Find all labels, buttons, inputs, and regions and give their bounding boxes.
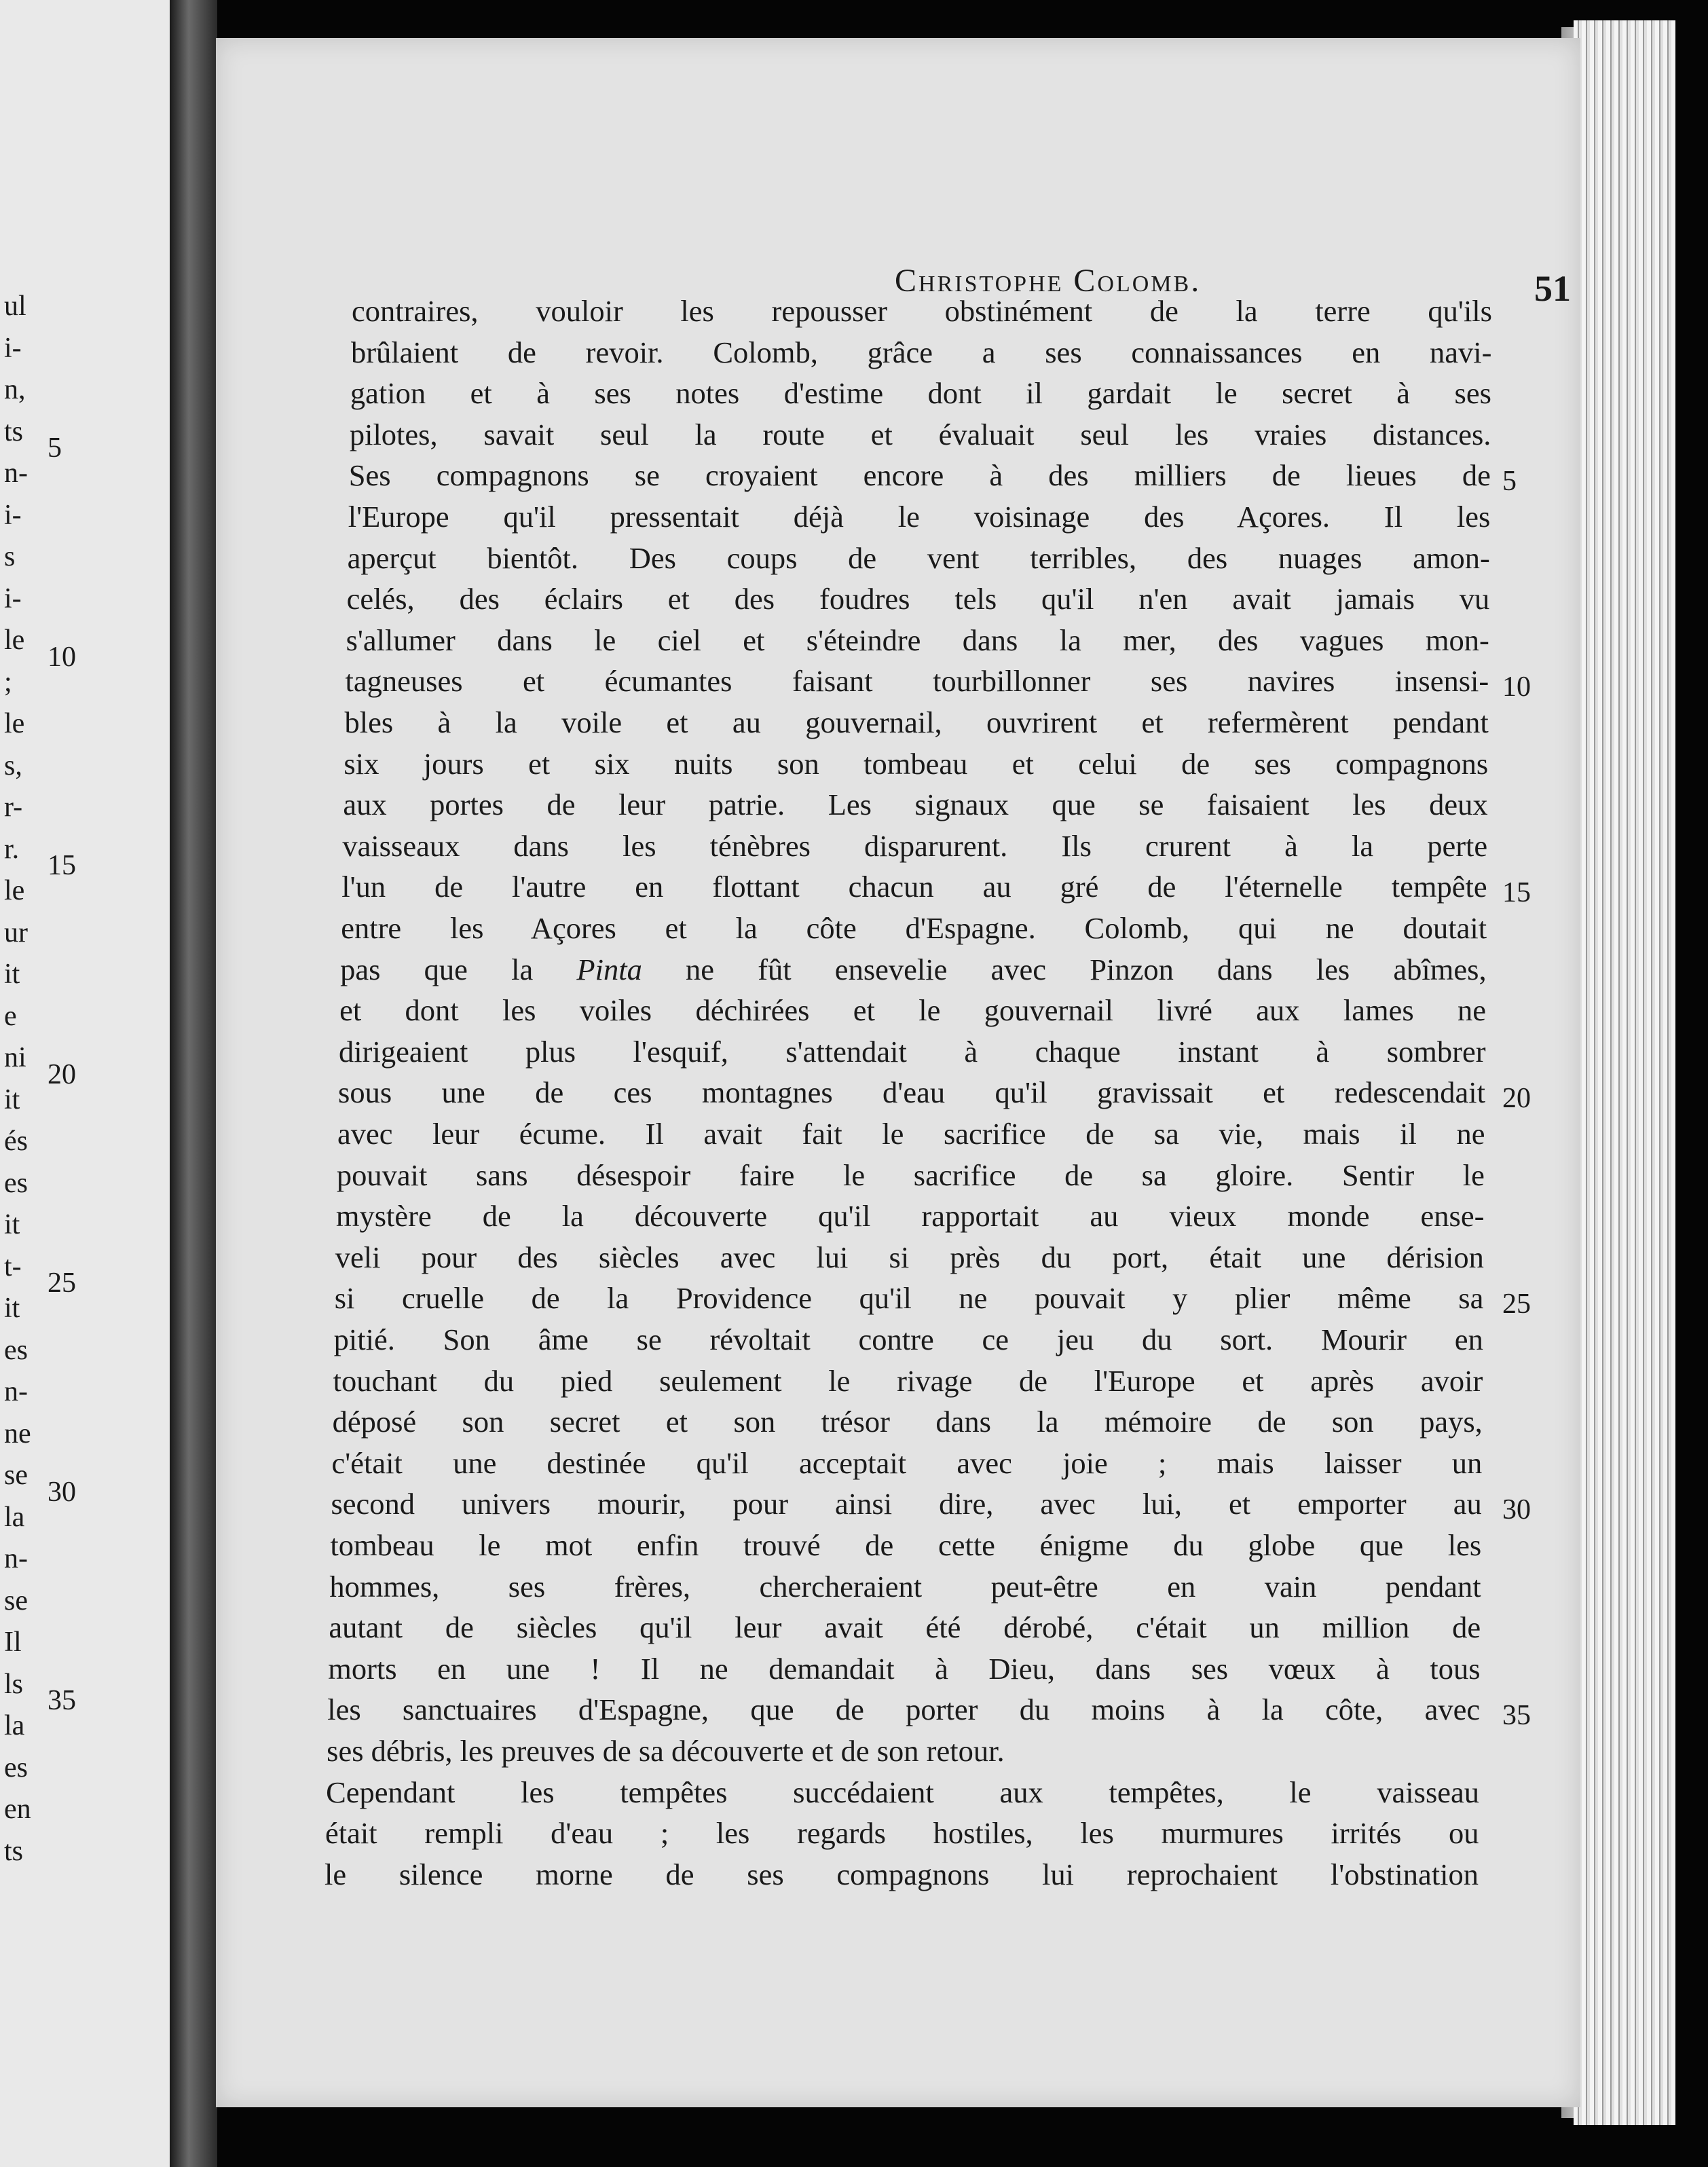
facing-page-fragment: s, xyxy=(4,749,22,781)
margin-line-number: 15 xyxy=(1502,877,1531,909)
page-stack-edges xyxy=(1574,20,1675,2125)
text-line: l'un de l'autre en flottant chacun au gré de l'éternelle tempête xyxy=(341,870,1487,904)
facing-page-fragment: i- xyxy=(4,332,22,364)
text-line: Ses compagnons se croyaient encore à des milliers de lieues de xyxy=(348,458,1491,493)
text-line: avec leur écume. Il avait fait le sacrifice de sa vie, mais il ne xyxy=(337,1117,1485,1151)
book-page xyxy=(216,38,1580,2107)
facing-page-fragment: e xyxy=(4,1000,17,1032)
text-line: tagneuses et écumantes faisant tourbillonner ses navires insensi- xyxy=(345,664,1489,699)
margin-line-number: 5 xyxy=(1502,466,1517,498)
text-line: pas que la Pinta ne fût ensevelie avec Pinzon dans les abîmes, xyxy=(340,952,1487,986)
facing-page-fragment: se xyxy=(4,1585,28,1616)
facing-page-fragment: es xyxy=(4,1752,28,1783)
text-line: morts en une ! Il ne demandait à Dieu, dans ses vœux à tous xyxy=(328,1651,1481,1686)
text-line: veli pour des siècles avec lui si près du port, était une dérision xyxy=(335,1240,1484,1274)
text-line: sous une de ces montagnes d'eau qu'il gravissait et redescendait xyxy=(338,1075,1485,1110)
text-line: ses débris, les preuves de sa découverte et de son retour. xyxy=(327,1734,1005,1768)
facing-page-fragment: la xyxy=(4,1710,25,1741)
facing-page-line-number: 15 xyxy=(48,850,76,882)
facing-page-fragment: ts xyxy=(4,415,24,447)
facing-page-fragment: it xyxy=(4,959,20,990)
facing-page-fragment: it xyxy=(4,1293,20,1324)
page-number: 51 xyxy=(1534,268,1571,309)
facing-page-line-number: 5 xyxy=(48,432,62,464)
margin-line-number: 30 xyxy=(1502,1494,1531,1526)
facing-page-line-number: 25 xyxy=(48,1267,76,1299)
facing-page-fragment: n- xyxy=(4,458,28,489)
running-head: Christophe Colomb. xyxy=(895,263,1202,299)
facing-page-fragment: se xyxy=(4,1460,28,1491)
book-gutter xyxy=(170,0,217,2167)
text-line: s'allumer dans le ciel et s'éteindre dans la mer, des vagues mon- xyxy=(346,623,1489,657)
facing-page-fragment: ; xyxy=(4,666,12,698)
facing-page-fragment: ul xyxy=(4,291,26,322)
facing-page-fragment: n, xyxy=(4,374,26,405)
text-line: aperçut bientôt. Des coups de vent terribles, des nuages amon- xyxy=(347,540,1490,575)
text-line: six jours et six nuits son tombeau et celui de ses compagnons xyxy=(344,746,1489,781)
facing-page-line-number: 35 xyxy=(48,1685,76,1717)
margin-line-number: 35 xyxy=(1502,1700,1531,1732)
facing-page-fragment: en xyxy=(4,1794,31,1825)
facing-page-line-number: 20 xyxy=(48,1058,76,1090)
facing-page-fragment: n- xyxy=(4,1376,28,1407)
text-line: gation et à ses notes d'estime dont il gardait le secret à ses xyxy=(350,376,1491,411)
text-line: touchant du pied seulement le rivage de l'Europe et après avoir xyxy=(333,1363,1483,1398)
facing-page-fragment: it xyxy=(4,1209,20,1240)
text-line: déposé son secret et son trésor dans la mémoire de son pays, xyxy=(332,1405,1483,1439)
text-line: tombeau le mot enfin trouvé de cette énigme du globe que les xyxy=(330,1528,1482,1562)
facing-page-line-number: 10 xyxy=(48,641,76,673)
facing-page-fragment: ts xyxy=(4,1835,24,1867)
facing-page-fragment: ur xyxy=(4,916,28,948)
facing-page-fragment: ne xyxy=(4,1418,31,1449)
facing-page-fragment: i- xyxy=(4,499,22,531)
facing-page-fragment: r. xyxy=(4,833,20,865)
margin-line-number: 20 xyxy=(1502,1083,1531,1115)
text-line: pouvait sans désespoir faire le sacrifice de sa gloire. Sentir le xyxy=(336,1157,1485,1192)
facing-page-fragment: n- xyxy=(4,1543,28,1574)
text-line: entre les Açores et la côte d'Espagne. Colomb, qui ne doutait xyxy=(341,911,1487,945)
facing-page-fragment: t- xyxy=(4,1251,22,1282)
text-line: si cruelle de la Providence qu'il ne pouvait y plier même sa xyxy=(334,1281,1484,1316)
facing-page-fragment: i- xyxy=(4,582,22,614)
facing-page-fragment: le xyxy=(4,708,25,739)
facing-page-fragment: it xyxy=(4,1084,20,1115)
text-line: Cependant les tempêtes succédaient aux tempêtes, le vaisseau xyxy=(326,1775,1480,1809)
facing-page-fragment: es xyxy=(4,1167,28,1199)
facing-page-fragment: ls xyxy=(4,1668,24,1700)
text-line: celés, des éclairs et des foudres tels qu'il n'en avait jamais vu xyxy=(346,582,1490,616)
facing-page-fragment: le xyxy=(4,875,25,906)
facing-page-fragment: la xyxy=(4,1501,25,1533)
facing-page-fragment: le xyxy=(4,625,25,656)
margin-line-number: 10 xyxy=(1502,671,1531,703)
facing-page-fragment: ni xyxy=(4,1042,26,1073)
text-line: le silence morne de ses compagnons lui reprochaient l'obstination xyxy=(324,1857,1479,1891)
text-line: l'Europe qu'il pressentait déjà le voisinage des Açores. Il les xyxy=(348,500,1491,534)
text-line: bles à la voile et au gouvernail, ouvrirent et refermèrent pendant xyxy=(344,705,1489,739)
text-line: dirigeaient plus l'esquif, s'attendait à chaque instant à sombrer xyxy=(339,1034,1486,1069)
text-line: les sanctuaires d'Espagne, que de porter du moins à la côte, avec xyxy=(327,1692,1481,1727)
text-line: pilotes, savait seul la route et évaluait seul les vraies distances. xyxy=(349,417,1491,451)
text-line: hommes, ses frères, chercheraient peut-être en vain pendant xyxy=(329,1569,1481,1604)
text-line: était rempli d'eau ; les regards hostiles, les murmures irrités ou xyxy=(325,1816,1479,1851)
text-line: vaisseaux dans les ténèbres disparurent. Ils crurent à la perte xyxy=(342,828,1488,863)
text-line: aux portes de leur patrie. Les signaux que se faisaient les deux xyxy=(343,788,1488,822)
margin-line-number: 25 xyxy=(1502,1289,1531,1320)
facing-page-line-number: 30 xyxy=(48,1476,76,1508)
facing-page-fragment: és xyxy=(4,1126,28,1157)
text-line: pitié. Son âme se révoltait contre ce jeu du sort. Mourir en xyxy=(333,1322,1483,1356)
text-line: autant de siècles qu'il leur avait été dérobé, c'était un million de xyxy=(329,1610,1481,1645)
text-line: et dont les voiles déchirées et le gouvernail livré aux lames ne xyxy=(339,993,1487,1028)
facing-page-fragment: es xyxy=(4,1334,28,1366)
facing-page-fragment: s xyxy=(4,541,16,572)
facing-page-fragment: r- xyxy=(4,792,23,823)
text-line: contraires, vouloir les repousser obstinément de la terre qu'ils xyxy=(352,294,1492,328)
text-line: c'était une destinée qu'il acceptait avec joie ; mais laisser un xyxy=(331,1445,1483,1480)
facing-page-fragment: Il xyxy=(4,1627,22,1658)
text-line: second univers mourir, pour ainsi dire, avec lui, et emporter au xyxy=(331,1487,1482,1521)
text-line: mystère de la découverte qu'il rapportait au vieux monde ense- xyxy=(335,1199,1485,1234)
text-line: brûlaient de revoir. Colomb, grâce a ses connaissances en navi- xyxy=(350,335,1492,369)
